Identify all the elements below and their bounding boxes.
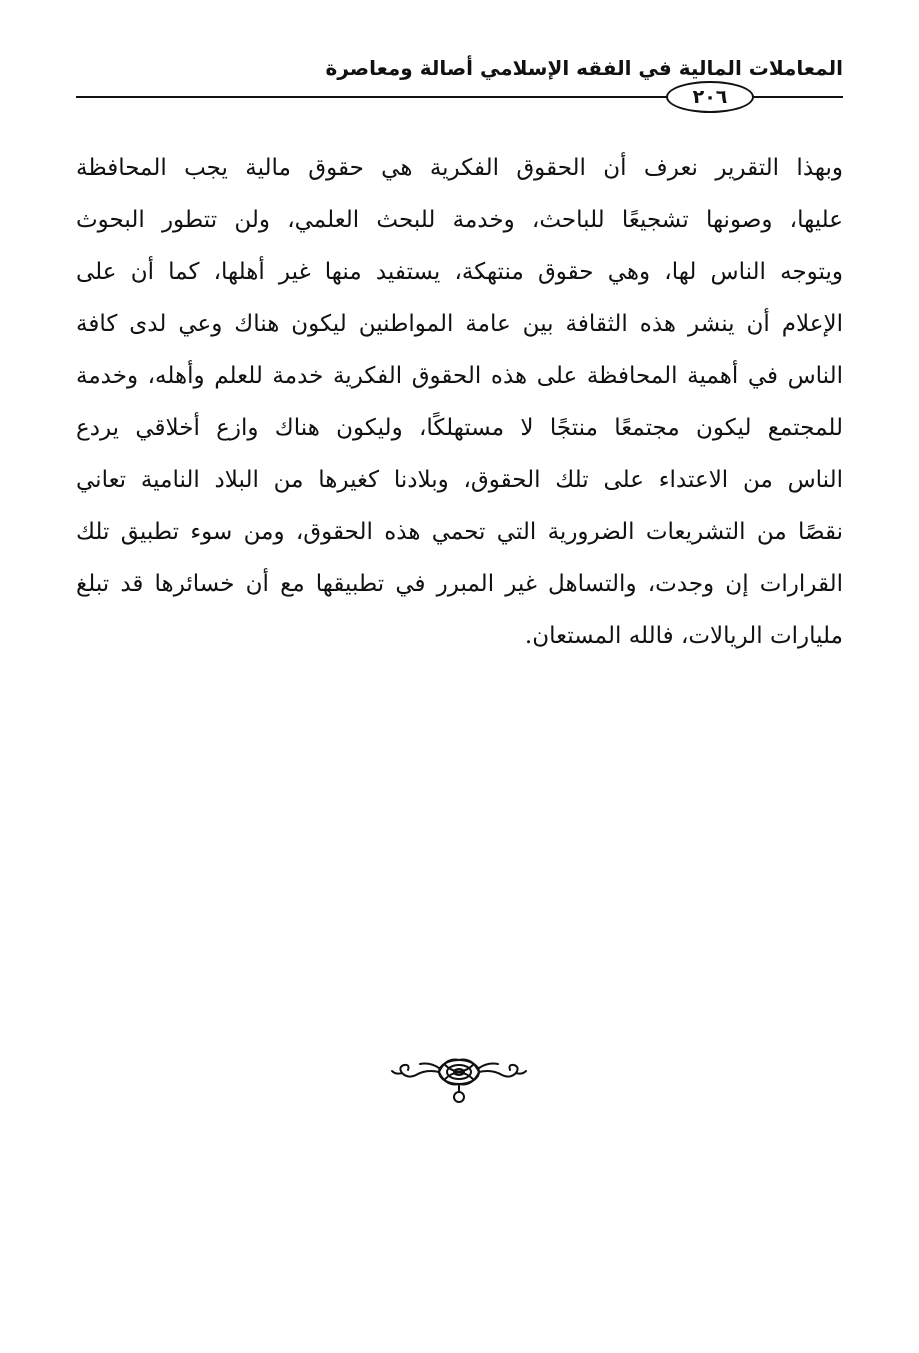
text-line: الناس من الاعتداء على تلك الحقوق، وبلادنا كغيرها من البلاد النامية تعاني	[76, 467, 843, 493]
body-text	[76, 142, 843, 662]
page-number: ٢٠٦	[666, 81, 754, 113]
decorative-ornament-icon	[386, 1045, 532, 1107]
text-line: وبهذا التقرير نعرف أن الحقوق الفكرية هي حقوق مالية يجب المحافظة	[76, 155, 843, 181]
text-line: ويتوجه الناس لها، وهي حقوق منتهكة، يستفيد منها غير أهلها، كما أن على	[76, 259, 843, 285]
page-header	[0, 0, 919, 130]
book-title: المعاملات المالية في الفقه الإسلامي أصالة ومعاصرة	[325, 56, 843, 80]
text-line: الإعلام أن ينشر هذه الثقافة بين عامة المواطنين ليكون هناك وعي لدى كافة	[76, 311, 843, 337]
text-line: عليها، وصونها تشجيعًا للباحث، وخدمة للبحث العلمي، ولن تتطور البحوث	[76, 207, 843, 233]
text-line: مليارات الريالات، فالله المستعان.	[524, 623, 843, 649]
text-line: نقصًا من التشريعات الضرورية التي تحمي هذه الحقوق، ومن سوء تطبيق تلك	[76, 519, 844, 545]
text-line: الناس في أهمية المحافظة على هذه الحقوق الفكرية خدمة للعلم وأهله، وخدمة	[76, 363, 843, 389]
text-line: القرارات إن وجدت، والتساهل غير المبرر في تطبيقها مع أن خسائرها قد تبلغ	[76, 571, 843, 597]
text-line: للمجتمع ليكون مجتمعًا منتجًا لا مستهلكًا، وليكون هناك وازع أخلاقي يردع	[76, 415, 843, 441]
